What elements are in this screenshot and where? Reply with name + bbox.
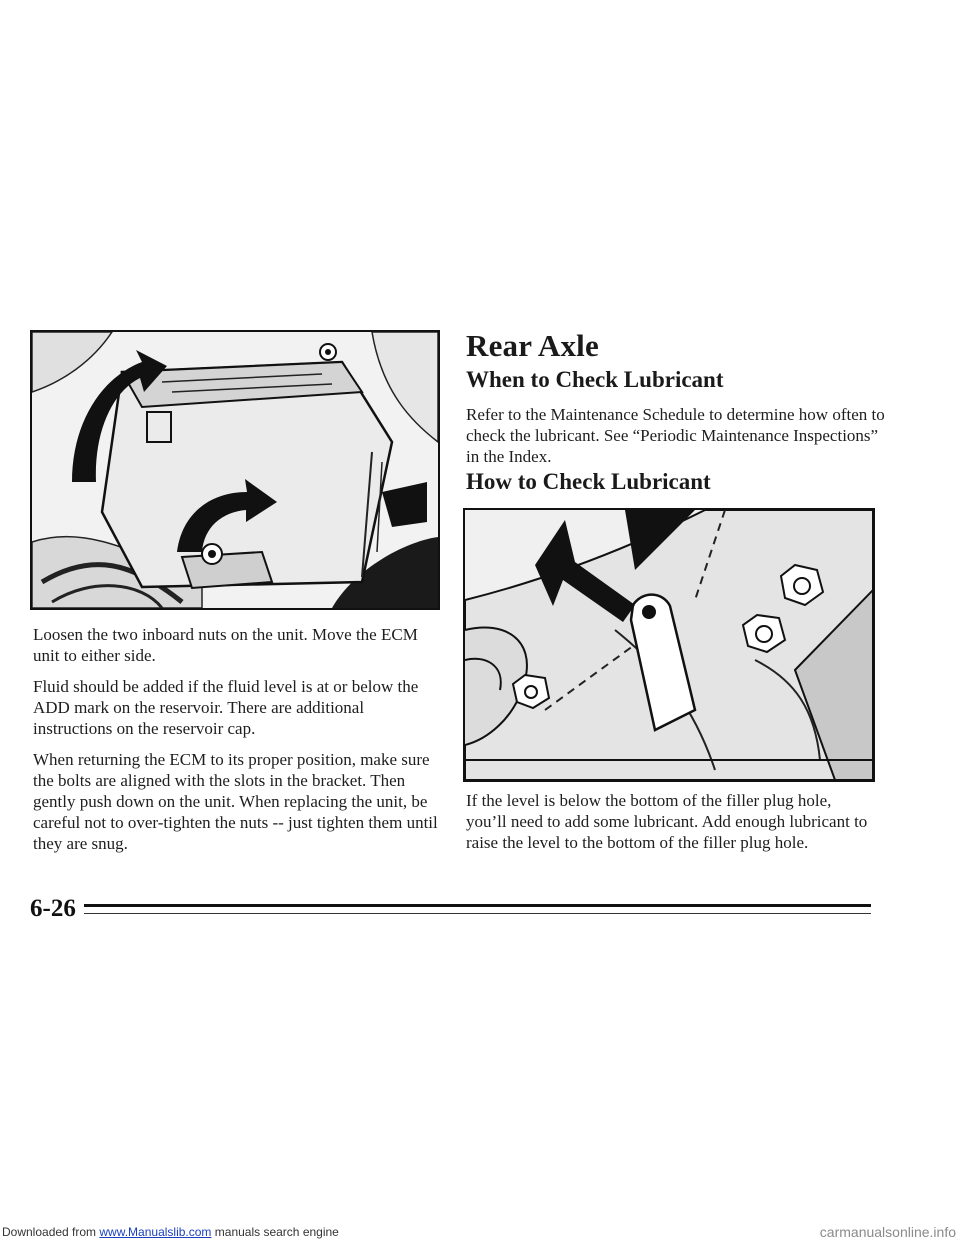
how-heading: How to Check Lubricant bbox=[466, 469, 711, 494]
when-text: Refer to the Maintenance Schedule to determine how often to check the lubricant. See “Periodic Maintenance Inspections” in the Index. bbox=[466, 405, 885, 466]
instruction-paragraph-3: When returning the ECM to its proper position, make sure the bolts are aligned with the slots in the bracket. Then gently push down on the unit. When replacing the unit, be careful not to over-tighten the nuts -- just tighten them until they are snug. bbox=[33, 750, 438, 853]
ecm-unit-illustration bbox=[30, 330, 440, 610]
download-banner bbox=[0, 1222, 960, 1242]
manualslib-link[interactable]: www.Manualslib.com bbox=[99, 1225, 212, 1239]
watermark: carmanualsonline.info bbox=[819, 1224, 956, 1240]
rear-axle-illustration bbox=[463, 508, 875, 782]
banner-prefix: Downloaded from bbox=[2, 1225, 100, 1239]
download-text bbox=[2, 1225, 339, 1239]
footer-rule bbox=[84, 904, 871, 907]
banner-suffix: manuals search engine bbox=[211, 1225, 339, 1239]
page-number: 6-26 bbox=[30, 895, 76, 922]
instruction-paragraph-2: Fluid should be added if the fluid level is at or below the ADD mark on the reservoir. There are additional instructions on the reservoir cap. bbox=[33, 677, 419, 738]
ecm-instructions bbox=[33, 624, 443, 864]
rear-axle-drawing bbox=[465, 510, 873, 780]
how-caption: If the level is below the bottom of the filler plug hole, you’ll need to add some lubricant. Add enough lubricant to raise the level to the bottom of the filler plug hole. bbox=[466, 791, 868, 852]
section-title: Rear Axle bbox=[466, 328, 599, 363]
footer-rule-thin bbox=[84, 913, 871, 914]
instruction-paragraph-1: Loosen the two inboard nuts on the unit. Move the ECM unit to either side. bbox=[33, 625, 418, 665]
when-heading: When to Check Lubricant bbox=[466, 367, 724, 392]
ecm-unit-drawing bbox=[32, 332, 438, 608]
